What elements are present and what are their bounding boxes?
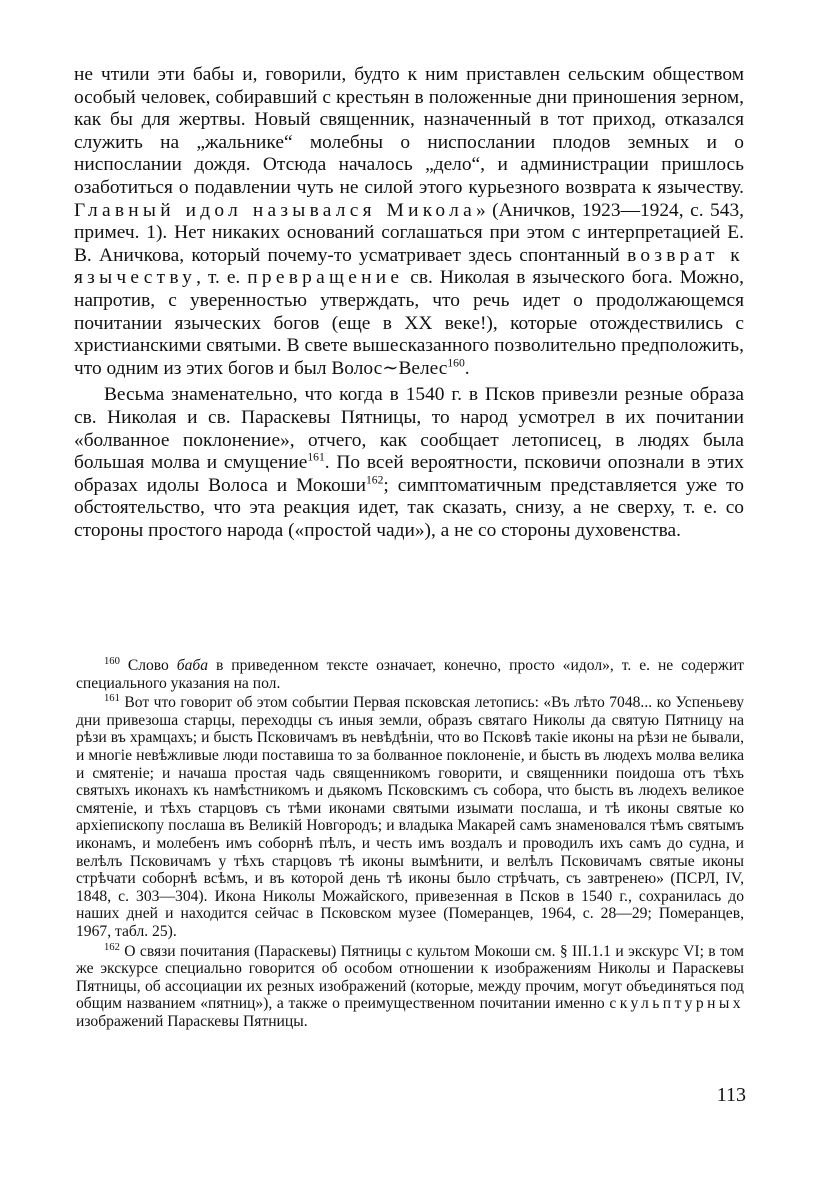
spaced-emphasis: возврат к язычеству [74,244,744,289]
footnote-ref-162: 162 [365,473,384,487]
text-run: . [464,357,470,379]
text-run: изображений Параскевы Пятницы. [76,1012,308,1030]
italic-term: баба [176,657,209,674]
spaced-emphasis: скульптурных [609,995,744,1013]
paragraph-1 [74,64,744,380]
footnote-ref-161: 161 [307,450,325,464]
text-run: Слово [119,657,177,674]
text-run: О связи почитания (Параскевы) Пятницы с культом Мокоши см. § III.1.1 и экскурс VI; в том же экскурсе специально говорится об особом отношении к изображениям Николы и Параскевы Пятницы, об ассоциации их резных изображений (которые, между прочим, могут объединяться под общим названием «пятниц»), а также о преимущественном почитании именно [76,942,744,1013]
text-run: , т. е. [196,267,248,289]
footnote-number: 160 [104,655,120,667]
spaced-emphasis: Главный идол назывался Микола [74,199,476,221]
footnote-162 [76,943,744,1031]
footnote-number: 161 [104,693,120,704]
footnote-ref-160: 160 [447,356,465,370]
paragraph-2 [74,384,744,542]
text-run: не чтили эти бабы и, говорили, будто к ним приставлен сельским обществом особый человек, собиравший с крестьян в положенные дни приношения зерном, как бы для жертвы. Новый священник, назначенный в тот приход, отказался служить на „жальнике“ молебны о ниспослании плодов земных и о ниспослании дождя. Отсюда началось „дело“, и администрации пришлось озаботиться о подавлении чуть не силой этого курьезного возврата к язычеству. [74,64,744,198]
footnote-number: 162 [104,941,120,953]
text-run: ; симптоматичным представляется уже то обстоятельство, что эта реакция идет, так сказать, снизу, а не сверху, т. е. со стороны простого народа («простой чади»), а не со стороны духовенства. [74,474,744,541]
text-run: . По всей вероятности, псковичи опознали в этих образах идолы Волоса и Мокоши [74,452,744,496]
text-run: Весьма знаменательно, что когда в 1540 г. в Псков привезли резные образа св. Николая и св. Параскевы Пятницы, то народ усмотрел в их почитании «болванное поклонение», отчего, как сообщает летописец, в людях была большая молва и смущение [74,384,744,474]
page-number: 113 [716,1084,746,1106]
text-run: » (Аничков, 1923—1924, с. 543, примеч. 1). Нет никаких оснований соглашаться при этом с интерпретацией Е. В. Аничкова, который почему-то усматривает здесь спонтанный [74,199,744,266]
footnote-160 [76,657,744,692]
text-run: в приведенном тексте означает, конечно, просто «идол», т. е. не содержит специального указания на пол. [76,657,744,692]
text-run: св. Николая в языческого бога. Можно, напротив, с уверенностью утверждать, что речь идет о продолжающемся почитании языческих богов (еще в XX веке!), которые отождествились с христианскими святыми. В свете вышесказанного позволительно предположить, что одним из этих богов и был Волос∼Велес [74,267,744,379]
main-text [74,64,744,542]
footnote-161 [76,694,744,940]
text-run: Вот что говорит об этом событии Первая псковская летопись: «Въ лѣто 7048... ко Успеньеву дни привезоша старцы, переходцы съ иныя земли, образъ святаго Николы да святую Пятницу на рѣзи въ храмцахъ; и бысть Псковичамъ въ невѣдѣніи, что во Псковѣ такіе иконы на рѣзи не бывали, и многіе невѣжливые люди поставиша то за болванное поклоненіе, и бысть въ людехъ молва велика и смятеніе; и начаша простая чадь священникомъ говорити, и священники поидоша отъ тѣхъ святыхъ иконахъ къ намѣстникомъ и дьякомъ Псковскимъ съ собора, что бысть въ людехъ великое смятеніе, и тѣхъ старцовъ съ тѣми иконами святыми изымати послаша, и тѣ иконы святые ко архіепископу послаша въ Великій Новгородъ; и владыка Макарей самъ знаменовался тѣмъ святымъ иконамъ, и молебенъ имъ соборнѣ пѣлъ, и честь имъ воздалъ и проводилъ ихъ самъ до судна, и велѣлъ Псковичамъ у тѣхъ старцовъ тѣ иконы вымѣнити, и велѣлъ Псковичамъ святые иконы стрѣчати соборнѣ всѣмъ, и въ которой день тѣ иконы было стрѣчать, съ завтренею» (ПСРЛ, IV, 1848, с. 303—304). Икона Николы Можайского, привезенная в Псков в 1540 г., сохранилась до наших дней и находится сейчас в Псковском музее (Померанцев, 1964, с. 28—29; Померанцев, 1967, табл. 25). [76,694,744,940]
footnotes [76,657,744,1032]
spaced-emphasis: превращение [247,267,404,289]
